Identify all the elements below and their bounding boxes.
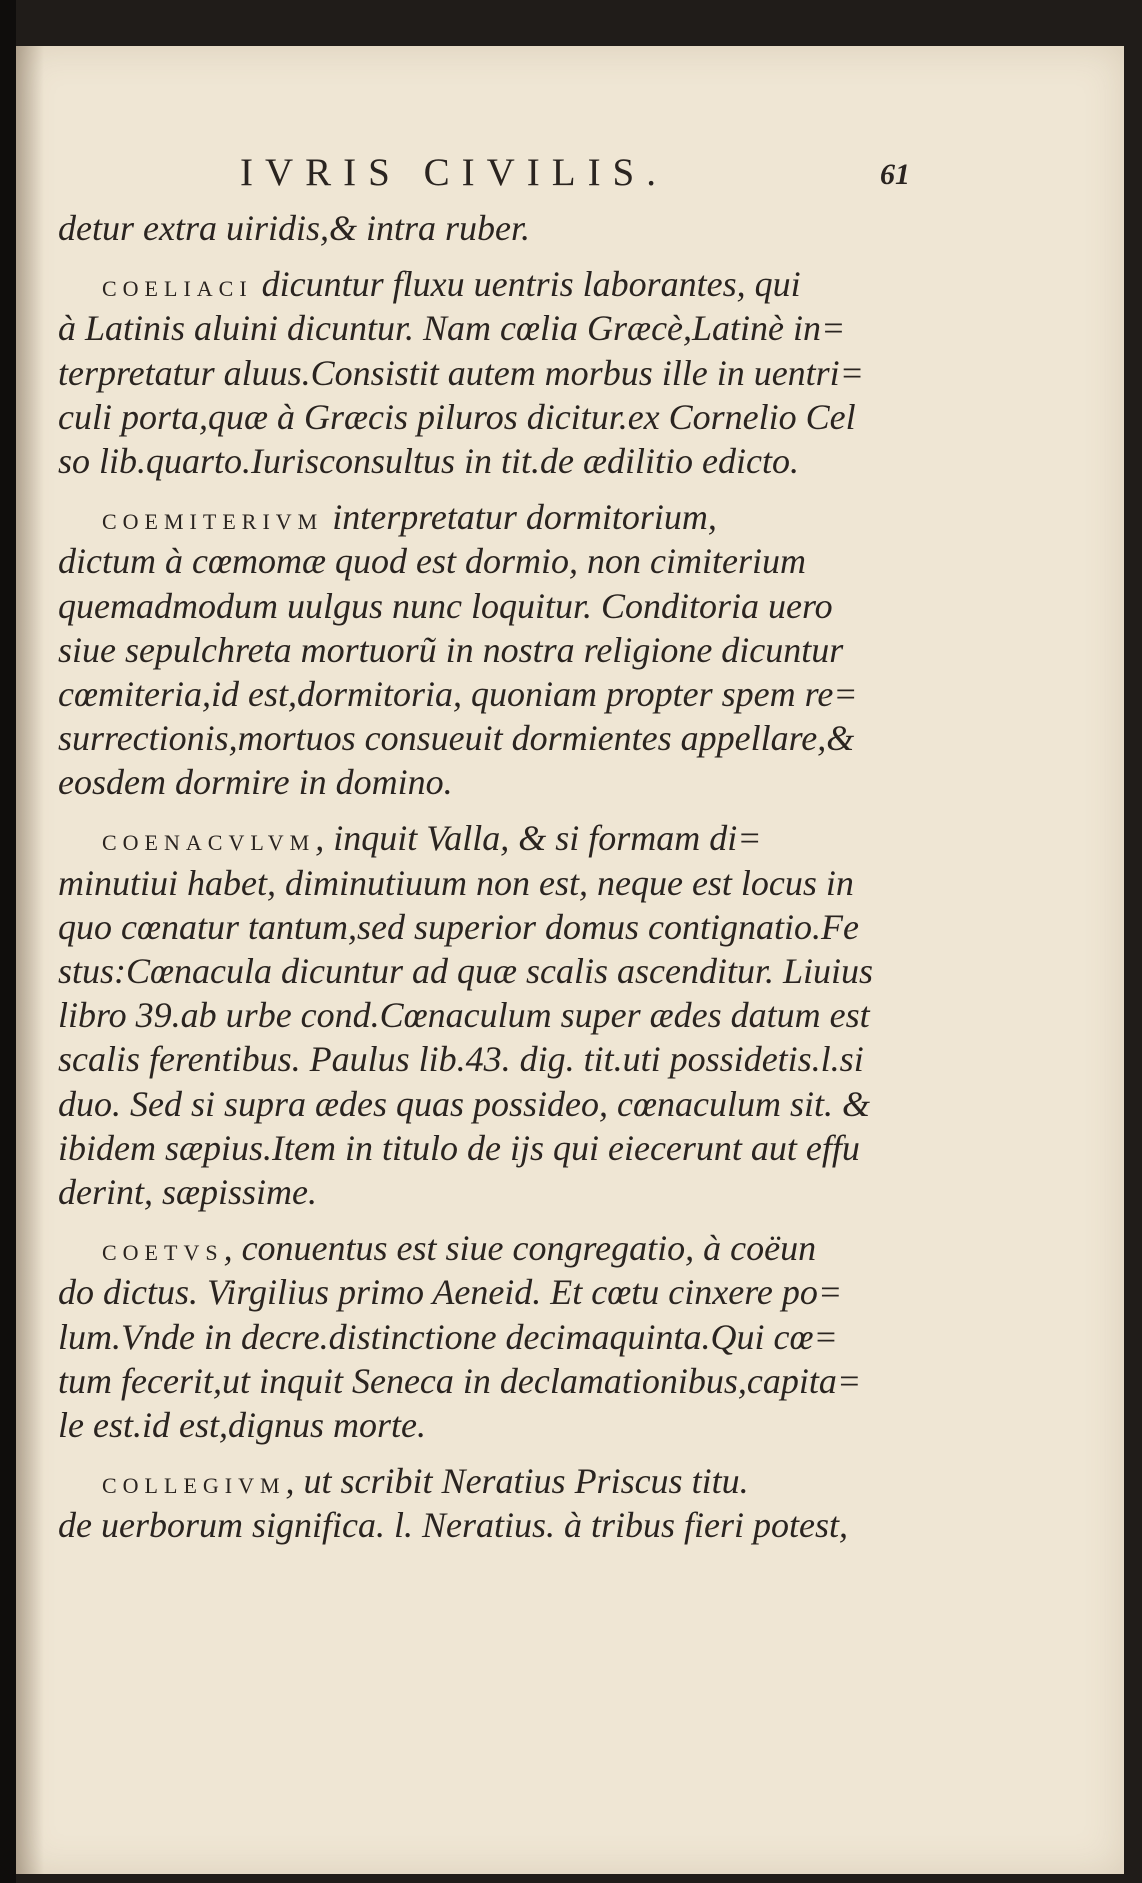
text-fragment: interpretatur dormitorium, [323,497,717,538]
paragraph-gap [58,804,908,816]
paragraph-gap [58,250,908,262]
paragraph-gap [58,1214,908,1226]
text-line: stus:Cœnacula dicuntur ad quæ scalis ascenditur. Liuius [58,951,874,991]
running-title: IVRIS CIVILIS. [240,151,668,194]
text-line [58,816,908,860]
text-line: ibidem sæpius.Item in titulo de ijs qui eiecerunt aut effu [58,1127,860,1168]
text-line: libro 39.ab urbe cond.Cœnaculum super ædes datum est [58,995,870,1036]
text-fragment: , conuentus est siue congregatio, à coëun [223,1228,817,1269]
entry-headword: COELIACI [102,276,253,302]
left-page-edge [0,0,16,1883]
body-text [58,206,908,1547]
text-line: siue sepulchreta mortuorũ in nostra religione dicuntur [58,629,844,670]
text-fragment: dicuntur fluxu uentris laborantes, qui [252,264,801,305]
entry-headword: COEMITERIVM [102,509,324,535]
text-line [58,1459,908,1503]
text-line: scalis ferentibus. Paulus lib.43. dig. tit.uti possidetis.l.si [58,1039,864,1080]
page-header [60,146,910,206]
text-line: dictum à cœmomæ quod est dormio, non cimiterium [58,541,806,582]
text-line: le est.id est,dignus morte. [58,1404,426,1445]
text-line: de uerborum significa. l. Neratius. à tribus fieri potest, [58,1505,848,1546]
text-line: eosdem dormire in domino. [58,762,453,803]
text-line: terpretatur aluus.Consistit autem morbus ille in uentri= [58,352,864,393]
entry-headword: COETVS [102,1240,224,1266]
paragraph-coetus [58,1226,908,1447]
text-line: minutiui habet, diminutiuum non est, neque est locus in [58,862,854,903]
text-line [58,495,908,539]
text-line: duo. Sed si supra ædes quas possideo, cœnaculum sit. & [58,1083,871,1124]
text-line: lum.Vnde in decre.distinctione decimaquinta.Qui cœ= [58,1316,838,1357]
page-number: 61 [880,158,910,191]
entry-headword: COLLEGIVM [102,1473,286,1499]
text-line: detur extra uiridis,& intra ruber. [58,208,531,248]
text-fragment: , ut scribit Neratius Priscus titu. [285,1461,749,1502]
text-line: do dictus. Virgilius primo Aeneid. Et cœtu cinxere po= [58,1272,843,1313]
text-line: so lib.quarto.Iurisconsultus in tit.de ædilitio edicto. [58,440,800,481]
paragraph-gap [58,483,908,495]
text-line [58,1226,908,1270]
text-line: cœmiteria,id est,dormitoria, quoniam propter spem re= [58,673,858,714]
paragraph-coemiterium [58,495,908,804]
text-line: à Latinis aluini dicuntur. Nam cœlia Græcè,Latinè in= [58,308,846,349]
text-line: surrectionis,mortuos consueuit dormientes appellare,& [58,718,855,759]
entry-headword: COENACVLVM [102,830,316,856]
paragraph-gap [58,1447,908,1459]
gutter-shadow [16,46,44,1874]
text-line: tum fecerit,ut inquit Seneca in declamationibus,capita= [58,1360,862,1401]
text-line [58,262,908,306]
paragraph [58,206,908,250]
book-page [16,46,1124,1874]
text-line: derint, sæpissime. [58,1171,318,1212]
text-line: quo cœnatur tantum,sed superior domus contignatio.Fe [58,906,859,947]
text-line: quemadmodum uulgus nunc loquitur. Conditoria uero [58,585,833,626]
text-fragment: , inquit Valla, & si formam di= [315,818,762,859]
text-line: culi porta,quæ à Græcis piluros dicitur.ex Cornelio Cel [58,396,856,437]
paragraph-coeliaci [58,262,908,483]
paragraph-coenaculum [58,816,908,1214]
paragraph-collegium [58,1459,908,1547]
